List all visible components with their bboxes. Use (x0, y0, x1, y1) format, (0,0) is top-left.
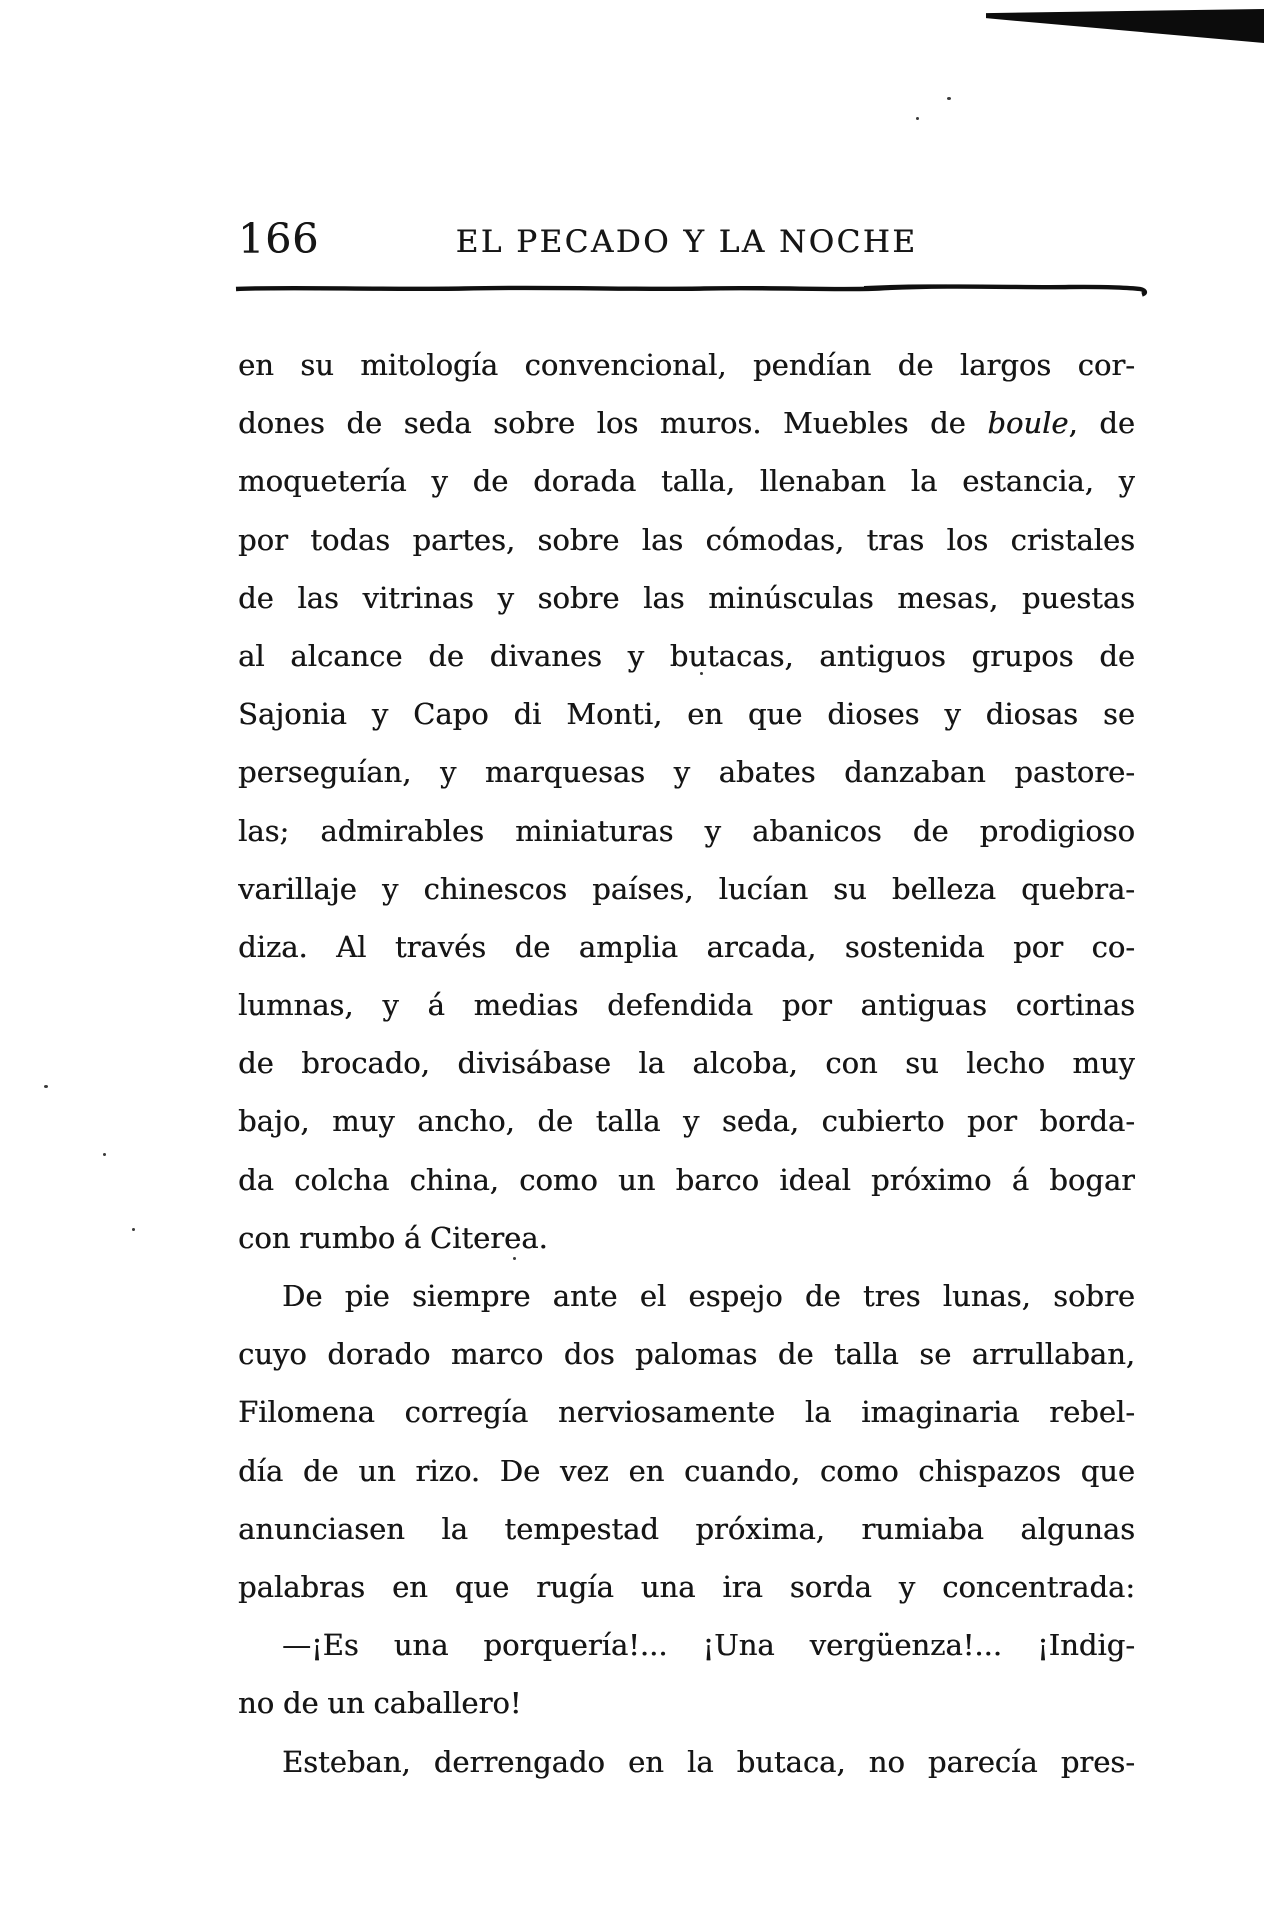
scan-corner-artifact (986, 9, 1264, 43)
scan-speck (132, 1228, 135, 1231)
text-line: perseguían, y marquesas y abates danzaban pastore- (238, 755, 1135, 790)
text-line: diza. Al través de amplia arcada, sostenida por co- (238, 929, 1135, 964)
text-line: —¡Es una porquería!... ¡Una vergüenza!... ¡Indig- (282, 1628, 1135, 1663)
page-header (238, 214, 1135, 263)
text-line: con rumbo á Citerea. (238, 1220, 548, 1255)
text-line: varillaje y chinescos países, lucían su belleza quebra- (238, 871, 1135, 906)
italic-word: boule (987, 406, 1069, 441)
text-line: lumnas, y á medias defendida por antiguas cortinas (238, 988, 1135, 1023)
text-line: palabras en que rugía una ira sorda y concentrada: (238, 1569, 1135, 1604)
text-line: día de un rizo. De vez en cuando, como chispazos que (238, 1453, 1135, 1488)
text-segment: , de (1068, 406, 1135, 441)
text-line: de brocado, divisábase la alcoba, con su lecho muy (238, 1046, 1135, 1081)
body-text (238, 336, 1135, 1791)
text-line: Sajonia y Capo di Monti, en que dioses y diosas se (238, 697, 1135, 732)
text-line: bajo, muy ancho, de talla y seda, cubierto por borda- (238, 1104, 1135, 1139)
text-segment: dones de seda sobre los muros. Muebles de (238, 406, 988, 441)
text-line: de las vitrinas y sobre las minúsculas mesas, puestas (238, 580, 1135, 615)
text-line: cuyo dorado marco dos palomas de talla se arrullaban, (238, 1337, 1135, 1372)
scan-speck (103, 1153, 106, 1156)
header-rule (234, 279, 1154, 299)
text-line: las; admirables miniaturas y abanicos de prodigioso (238, 813, 1135, 848)
text-line: en su mitología convencional, pendían de largos cor- (238, 348, 1135, 382)
text-line: por todas partes, sobre las cómodas, tras los cristales (238, 522, 1135, 557)
text-line: no de un caballero! (238, 1686, 522, 1721)
scan-speck (44, 1085, 48, 1088)
running-title: EL PECADO Y LA NOCHE (455, 224, 918, 260)
scan-speck (947, 97, 951, 100)
text-line: Filomena corregía nerviosamente la imaginaria rebel- (238, 1395, 1135, 1430)
text-line: da colcha china, como un barco ideal próximo á bogar (238, 1162, 1135, 1197)
text-line: Esteban, derrengado en la butaca, no parecía pres- (282, 1744, 1135, 1779)
page-number: 166 (238, 215, 320, 263)
text-line: moquetería y de dorada talla, llenaban la estancia, y (238, 464, 1135, 499)
text-line (238, 394, 1135, 452)
text-line: anunciasen la tempestad próxima, rumiaba algunas (238, 1511, 1135, 1546)
text-line: De pie siempre ante el espejo de tres lunas, sobre (282, 1279, 1135, 1313)
text-line: al alcance de divanes y butacas, antiguos grupos de (238, 638, 1135, 673)
scan-speck (916, 117, 919, 120)
